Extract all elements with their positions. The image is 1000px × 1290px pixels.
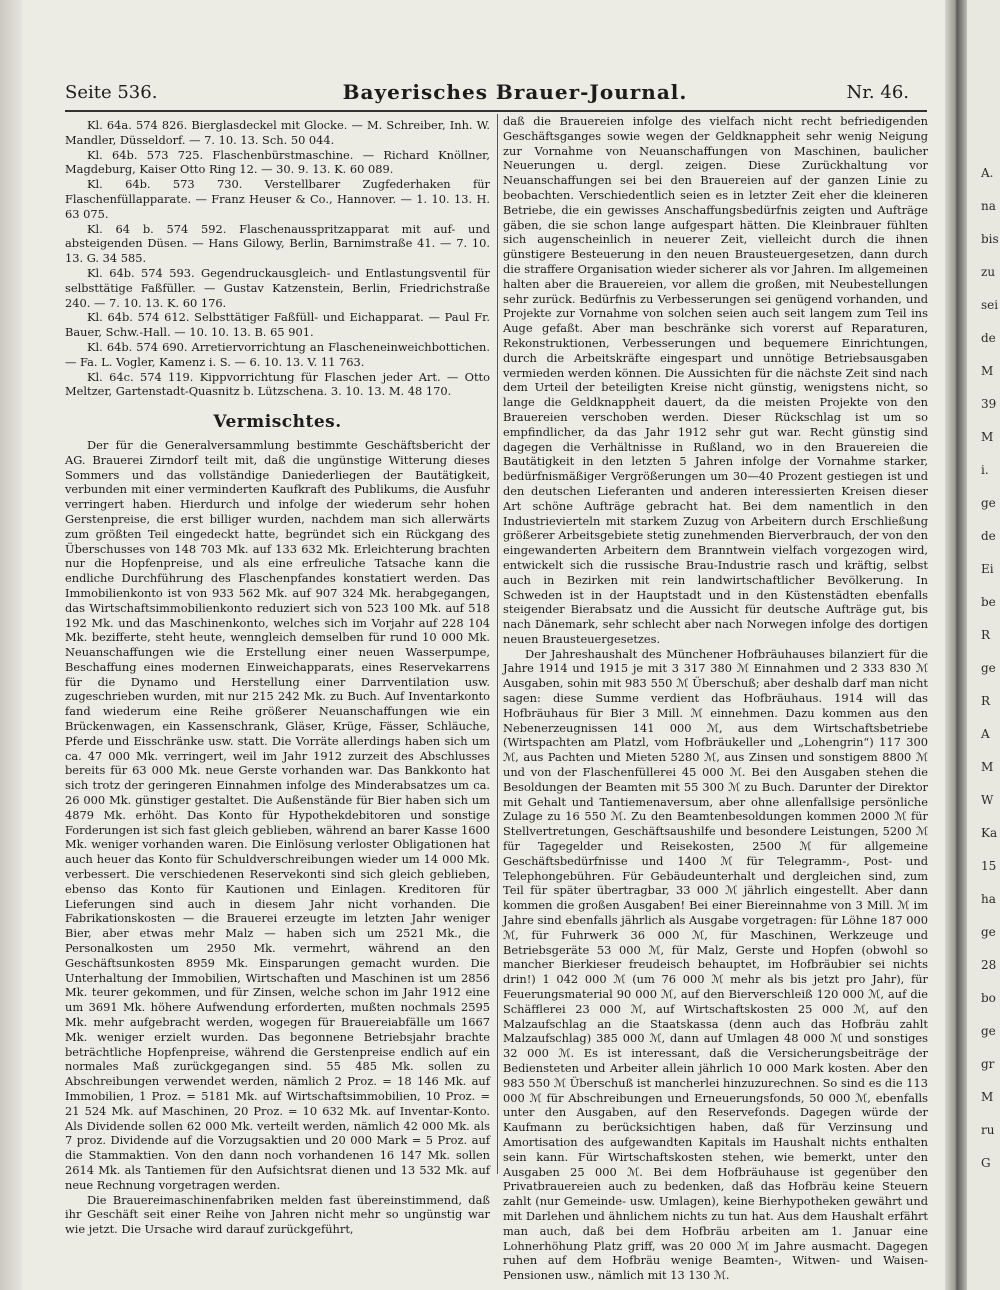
next-page-fragment: ge xyxy=(981,925,996,939)
next-page-fragment: de xyxy=(981,331,996,345)
patent-entry: Kl. 64 b. 574 592. Flaschenausspritzapparat mit auf- und absteigenden Düsen. — Hans Gilowy, Berlin, Barnimstraße 41. — 7. 10. 13. G. 34 585. xyxy=(65,221,490,266)
next-page-fragment: de xyxy=(981,529,996,543)
next-page-fragment: sei xyxy=(981,298,999,312)
next-page-fragment: R xyxy=(981,694,991,708)
page-header xyxy=(65,78,927,108)
next-page-fragment: Ka xyxy=(981,826,998,840)
next-page-fragment: W xyxy=(981,793,994,807)
journal-title: Bayerisches Brauer-Journal. xyxy=(342,80,688,104)
issue-number: Nr. 46. xyxy=(846,82,909,103)
section-heading: Vermischtes. xyxy=(213,412,342,433)
patent-entry: Kl. 64c. 574 119. Kippvorrichtung für Flaschen jeder Art. — Otto Meltzer, Gartenstadt-Quasnitz b. Lützschena. 3. 10. 13. M. 48 170. xyxy=(65,369,490,399)
book-gutter xyxy=(945,0,967,1290)
next-page-fragment: 39 xyxy=(981,397,997,411)
right-column xyxy=(503,114,928,1283)
patent-entry: Kl. 64b. 574 612. Selbsttätiger Faßfüll- und Eichapparat. — Paul Fr. Bauer, Schw.-Hall. — 10. 10. 13. B. 65 901. xyxy=(65,310,490,340)
next-page-fragment: M xyxy=(981,430,994,444)
patent-entry: Kl. 64b. 573 725. Flaschenbürstmaschine. — Richard Knöllner, Magdeburg, Kaiser Otto Ring 12. — 30. 9. 13. K. 60 089. xyxy=(65,147,490,177)
next-page-fragment: M xyxy=(981,1090,994,1104)
next-page-fragment: bo xyxy=(981,991,996,1005)
article-maschinenfabriken-continued: daß die Brauereien infolge des vielfach nicht recht befriedigenden Geschäftsganges sowie wegen der Geldknappheit sehr wenig Neigung zur Vornahme von Neuanschaffungen von Maschinen, baulicher Neuerungen u. dergl. zeigen. Diese Zurückhaltung vor Neuanschaffungen sei bei den Brauereien auf der ganzen Linie zu beobachten. Verschiedentlich seien es in letzter Zeit eher die kleineren Betriebe, die ein gewisses Anschaffungsbedürfnis zeigten und Aufträge gäben, die sie schon lange aufgespart hätten. Die Kleinbrauer fühlten sich augenscheinlich in neuerer Zeit, vielleicht durch die ihnen günstigere Besteuerung in den neuen Brausteuergesetzen, dann durch die straffere Organisation wieder sicherer als vor Jahren. Im allgemeinen halten aber die Brauereien, vor allem die großen, mit Neubestellungen sehr zurück. Bedürfnis zu Verbesserungen sei genügend vorhanden, und Projekte zur Vornahme von solchen seien auch seit langem zum Teil ins Auge gefaßt. Aber man beschränke sich vorerst auf Reparaturen, Rekonstruktionen, Verbesserungen und bequemere Einrichtungen, durch die Arbeitskräfte eingespart und unnötige Betriebsausgaben vermieden werden können. Die Aussichten für die nächste Zeit sind nach dem Urteil der beteiligten Kreise nicht günstig, wenigstens nicht, so lange die Geldknappheit dauert, da die meisten Projekte von den Brauereien verschoben werden. Dieser Rückschlag ist um so empfindlicher, da das Jahr 1912 sehr gut war. Recht günstig sind dagegen die Verhältnisse in Rußland, wo in den Brauereien die Bautätigkeit in den letzten 5 Jahren infolge der Vornahme starker, bedürfnismäßiger Vergrößerungen um 30—40 Prozent gestiegen ist und den deutschen Lieferanten und anderen interessierten Kreisen dieser Art schöne Aufträge gebracht hat. Bei dem namentlich in den Industrievierteln mit starkem Zuzug von Arbeitern durch Erschließung größerer Arbeitsgebiete stetig zunehmenden Bierverbrauch, der von den eingewanderten Arbeitern dem Branntwein vielfach vorgezogen wird, entwickelt sich die russische Brau-Industrie rasch und kräftig, selbst auch in Bezirken mit rein landwirtschaftlicher Bevölkerung. In Schweden ist in der Hauptstadt und in den Küstenstädten ebenfalls steigender Bierabsatz und die Aussicht für deutsche Aufträge gut, bis nach Dänemark, sehr schlecht aber nach Norwegen infolge des dortigen neuen Brausteuergesetzes. xyxy=(503,114,928,646)
next-page-fragment: be xyxy=(981,595,996,609)
article-hofbraeuhaus: Der Jahreshaushalt des Münchener Hofbräuhauses bilanziert für die Jahre 1914 und 1915 je mit 3 317 380 ℳ Einnahmen und 2 333 830 ℳ Ausgaben, sohin mit 983 550 ℳ Überschuß; aber deshalb darf man nicht sagen: diese Summe verdient das Hofbräuhaus. 1914 will das Hofbräuhaus für Bier 3 Mill. ℳ einnehmen. Dazu kommen aus den Nebenerzeugnissen 141 000 ℳ, aus dem Wirtschaftsbetriebe (Wirtspachten am Platzl, vom Hofbräukeller und „Lohengrin“) 117 300 ℳ, aus Pachten und Mieten 5280 ℳ, aus Zinsen und sonstigem 8800 ℳ und von der Flaschenfüllerei 45 000 ℳ. Bei den Ausgaben stehen die Besoldungen der Beamten mit 55 300 ℳ zu Buch. Darunter der Direktor mit Gehalt und Tantiemenaversum, aber ohne allenfallsige persönliche Zulage zu 16 550 ℳ. Zu den Beamtenbesoldungen kommen 2000 ℳ für Stellvertretungen, Geschäftsaushilfe und besondere Leistungen, 5200 ℳ für Tagegelder und Reisekosten, 2500 ℳ für allgemeine Geschäftsbedürfnisse und 1400 ℳ für Telegramm-, Post- und Telephongebühren. Für Gebäudeunterhalt und dergleichen sind, zum Teil für später übertragbar, 33 000 ℳ jährlich eingestellt. Aber dann kommen die großen Ausgaben! Bei einer Biereinnahme von 3 Mill. ℳ im Jahre sind ebenfalls jährlich als Ausgabe vorgetragen: für Löhne 187 000 ℳ, für Fuhrwerk 36 000 ℳ, für Maschinen, Werkzeuge und Betriebsgeräte 53 000 ℳ, für Malz, Gerste und Hopfen (obwohl so mancher Bierkieser freudeisch behauptet, im Hofbräubier sei nichts drin!) 1 042 000 ℳ (um 76 000 ℳ mehr als bis jetzt pro Jahr), für Feuerungsmaterial 90 000 ℳ, auf den Bierverschleiß 120 000 ℳ, auf die Schäfflerei 23 000 ℳ, auf Wirtschaftskosten 25 000 ℳ, auf den Malzaufschlag an die Staatskassa (denn auch das Hofbräu zahlt Malzaufschlag) 385 000 ℳ, dann auf Umlagen 48 000 ℳ und sonstiges 32 000 ℳ. Es ist interessant, daß die Versicherungsbeiträge der Bediensteten und Arbeiter allein jährlich 10 000 Mark kosten. Aber den 983 550 ℳ Überschuß ist mancherlei hinzuzurechnen. So sind es die 113 000 ℳ für Abschreibungen und Erneuerungsfonds, 50 000 ℳ, ebenfalls unter den Ausgaben, auf den Reservefonds. Dagegen würde der Kaufmann zu berücksichtigen haben, daß für Verzinsung und Amortisation des aufgewandten Kapitals im Haushalt nichts enthalten sein kann. Für Wirtschaftskosten stehen, wie bemerkt, unter den Ausgaben 25 000 ℳ. Bei dem Hofbräuhause ist gegenüber den Privatbrauereien auch zu bedenken, daß das Hofbräu keine Steuern zahlt (nur Gemeinde- usw. Umlagen), keine Bierhypotheken gewährt und mit Darlehen und ähnlichem nichts zu tun hat. Aus dem Haushalt erfährt man auch, daß bei dem Hofbräu arbeiten am 1. Januar eine Lohnerhöhung Platz griff, was 20 000 ℳ im Jahre ausmacht. Dagegen ruhen auf dem Hofbräu wenige Beamten-, Witwen- und Waisen-Pensionen usw., nämlich mit 13 130 ℳ. xyxy=(503,646,928,1283)
next-page-fragment: 15 xyxy=(981,859,997,873)
next-page-fragment: M xyxy=(981,760,994,774)
patent-entry: Kl. 64a. 574 826. Bierglasdeckel mit Glocke. — M. Schreiber, Inh. W. Mandler, Düsseldorf. — 7. 10. 13. Sch. 50 044. xyxy=(65,118,490,147)
column-divider xyxy=(497,114,498,1174)
next-page-fragment: gr xyxy=(981,1057,995,1071)
next-page-fragment: na xyxy=(981,199,996,213)
left-column xyxy=(65,118,490,1237)
next-page-fragment: ge xyxy=(981,661,996,675)
next-page-fragment: 28 xyxy=(981,958,997,972)
next-page-fragment: ge xyxy=(981,496,996,510)
next-page-fragment: A xyxy=(981,727,990,741)
scan-left-edge xyxy=(0,0,22,1290)
patent-entry: Kl. 64b. 574 690. Arretiervorrichtung an Flascheneinweichbottichen. — Fa. L. Vogler, Kamenz i. S. — 6. 10. 13. V. 11 763. xyxy=(65,339,490,369)
next-page-fragment: i. xyxy=(981,463,989,477)
page-number: Seite 536. xyxy=(65,82,158,103)
article-zirndorf: Der für die Generalversammlung bestimmte Geschäftsbericht der AG. Brauerei Zirndorf teilt mit, daß die ungünstige Witterung dieses Sommers und das vollständige Daniederliegen der Bautätigkeit, verbunden mit einer verminderten Kaufkraft des Publikums, die Ausfuhr verringert haben. Hierdurch und infolge der wiederum sehr hohen Gerstenpreise, die erst billiger wurden, nachdem man sich allerwärts zum größten Teil eingedeckt hatte, begründet sich ein Rückgang des Überschusses von 148 703 Mk. auf 133 632 Mk. Erleichterung brachten nur die Hopfenpreise, und als eine erfreuliche Tatsache kann die endliche Durchführung des Flaschenpfandes konstatiert werden. Das Immobilienkonto ist von 933 562 Mk. auf 907 324 Mk. herabgegangen, das Wirtschaftsimmobilienkonto reduziert sich von 523 100 Mk. auf 518 192 Mk. und das Maschinenkonto, welches sich im Vorjahr auf 228 104 Mk. bezifferte, steht heute, wenngleich demselben für rund 10 000 Mk. Neuanschaffungen wie die Erstellung einer neuen Wasserpumpe, Beschaffung eines modernen Einweichapparats, eines Reservekarrens für die Dynamo und Herstellung einer Darrventilation usw. zugeschrieben wurden, mit nur 215 242 Mk. zu Buch. Auf Inventarkonto fand wiederum eine Reihe größerer Neuanschaffungen wie ein Brückenwagen, ein Kassenschrank, Gläser, Krüge, Fässer, Schläuche, Pferde und Eisschränke usw. statt. Die Vorräte allerdings haben sich um ca. 47 000 Mk. verringert, weil im Jahr 1912 zurzeit des Abschlusses bereits für 63 000 Mk. neue Gerste vorhanden war. Das Bankkonto hat sich trotz der geringeren Einnahmen infolge des Minderabsatzes um ca. 26 000 Mk. günstiger gestaltet. Die Außenstände für Bier haben sich um 4879 Mk. erhöht. Das Konto für Hypothekdebitoren und sonstige Forderungen ist sich fast gleich geblieben, während an barer Kasse 1600 Mk. weniger vorhanden waren. Die Einlösung verloster Obligationen hat auch heuer das Konto für Schuldverschreibungen wieder um 14 000 Mk. verbessert. Die verschiedenen Reservekonti sind sich gleich geblieben, ebenso das Konto für Kautionen und Einlagen. Kreditoren für Lieferungen sind auch in diesem Jahr nicht vorhanden. Die Fabrikationskosten — die Brauerei erzeugte im letzten Jahr weniger Bier, aber etwas mehr Malz — haben sich um 2521 Mk., die Personalkosten um 2950 Mk. vermehrt, während an den Geschäftsunkosten 8959 Mk. Einsparungen gemacht wurden. Die Unterhaltung der Immobilien, Wirtschaften und Maschinen ist um 2856 Mk. teurer gekommen, und für Zinsen, welche schon im Jahr 1912 eine um 3691 Mk. höhere Aufwendung erforderten, mußten nochmals 2595 Mk. mehr aufgebracht werden, wogegen für Brauereiabfälle um 1667 Mk. weniger erzielt wurden. Das begonnene Betriebsjahr brachte beträchtliche Hopfenpreise, während die Gerstenpreise endlich auf ein normales Maß zurückgegangen sind. 55 485 Mk. sollen zu Abschreibungen verwendet werden, nämlich 2 Proz. = 18 146 Mk. auf Immobilien, 1 Proz. = 5181 Mk. auf Wirtschaftsimmobilien, 10 Proz. = 21 524 Mk. auf Maschinen, 20 Proz. = 10 632 Mk. auf Inventar-Konto. Als Dividende sollen 62 000 Mk. verteilt werden, nämlich 42 000 Mk. als 7 proz. Dividende auf die Vorzugsaktien und 20 000 Mark = 5 Proz. auf die Stammaktien. Von den dann noch vorhandenen 16 147 Mk. sollen 2614 Mk. als Tantiemen für den Aufsichtsrat dienen und 13 532 Mk. auf neue Rechnung vorgetragen werden. xyxy=(65,437,490,1192)
next-page-fragment: R xyxy=(981,628,991,642)
next-page-fragment: M xyxy=(981,364,994,378)
next-page-fragment: ru xyxy=(981,1123,995,1137)
next-page-fragment: Ei xyxy=(981,562,994,576)
next-page-fragment: G xyxy=(981,1156,991,1170)
patent-entry: Kl. 64b. 573 730. Verstellbarer Zugfederhaken für Flaschenfüllapparate. — Franz Heuser & Co., Hannover. — 1. 10. 13. H. 63 075. xyxy=(65,177,490,221)
next-page-fragment: bis xyxy=(981,232,999,246)
next-page-fragment: A. xyxy=(981,166,994,180)
article-maschinenfabriken: Die Brauereimaschinenfabriken melden fast übereinstimmend, daß ihr Geschäft seit einer Reihe von Jahren nicht mehr so ungünstig war wie jetzt. Die Ursache wird darauf zurückgeführt, xyxy=(65,1192,490,1237)
patent-entry: Kl. 64b. 574 593. Gegendruckausgleich- und Entlastungsventil für selbsttätige Faßfüller. — Gustav Katzenstein, Berlin, Friedrichstraße 240. — 7. 10. 13. K. 60 176. xyxy=(65,265,490,310)
header-rule xyxy=(65,110,927,112)
next-page-fragment: zu xyxy=(981,265,996,279)
next-page-fragment: ge xyxy=(981,1024,996,1038)
patent-list xyxy=(65,118,490,399)
next-page-strip xyxy=(967,0,1000,1290)
next-page-fragment: ha xyxy=(981,892,996,906)
